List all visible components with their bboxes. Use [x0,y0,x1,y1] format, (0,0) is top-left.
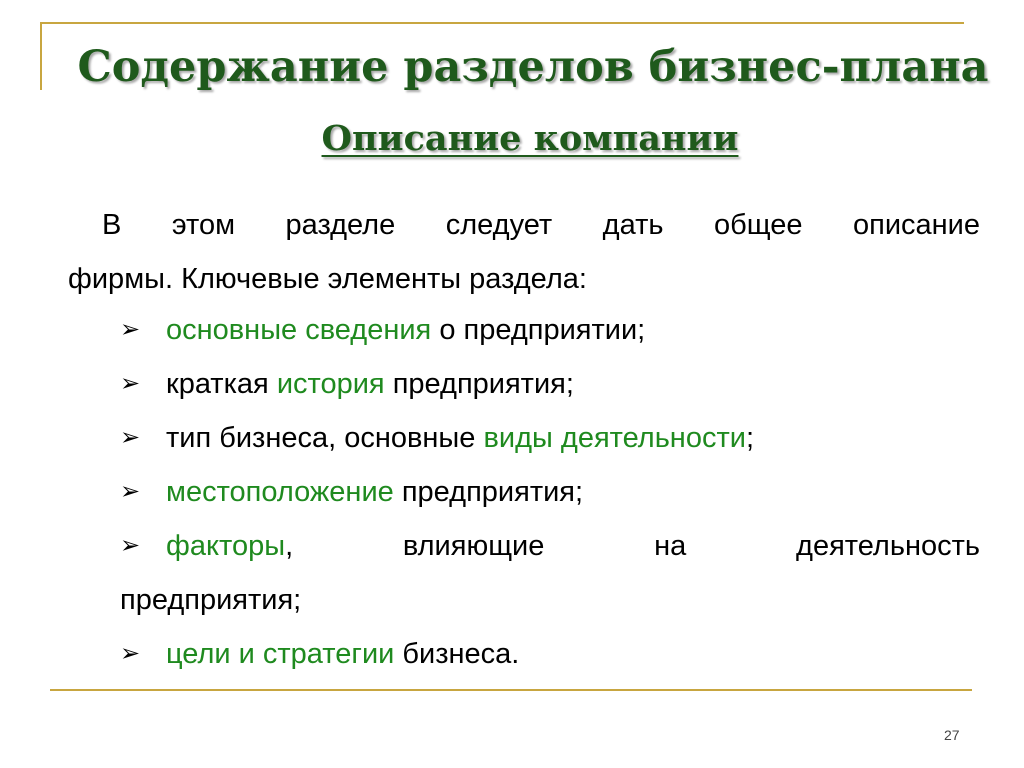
highlight-text: история [276,368,385,400]
intro-line-1: В этом разделе следует дать общее описание [102,209,980,241]
intro-line-2: фирмы. Ключевые элементы раздела: [68,263,587,295]
item-word: на [654,530,687,562]
list-item [120,465,980,519]
item-text: ; [745,422,754,454]
list-item [120,411,980,465]
highlight-text: цели и стратегии [166,638,395,670]
highlight-text: виды деятельности [483,422,746,454]
page-number: 27 [944,727,960,743]
item-text: о предприятии; [431,314,646,346]
arrow-bullet-icon: ➢ [120,532,141,559]
frame-top-line [40,22,964,24]
first-word-group [120,519,293,573]
arrow-bullet-icon: ➢ [120,640,141,667]
list-item [120,303,980,357]
item-text: предприятия; [393,476,584,508]
arrow-bullet-icon: ➢ [120,424,141,451]
justified-line [120,519,980,573]
list-item [120,357,980,411]
intro-paragraph [68,198,980,306]
arrow-bullet-icon: ➢ [120,370,141,397]
slide-title: Содержание разделов бизнес-плана [77,42,989,92]
item-text: , [285,530,294,562]
item-word: влияющие [402,530,545,562]
continuation-line: предприятия; [120,584,302,616]
arrow-bullet-icon: ➢ [120,478,141,505]
item-text: бизнеса. [394,638,520,670]
item-word: деятельность [796,530,980,562]
item-text: тип бизнеса, основные [166,422,484,454]
arrow-bullet-icon: ➢ [120,316,141,343]
list-item [120,627,980,681]
list-item [120,519,980,627]
frame-bottom-line [50,689,972,691]
item-text: предприятия; [384,368,574,400]
slide-subtitle: Описание компании [321,118,739,159]
highlight-text: факторы [166,530,286,562]
highlight-text: местоположение [166,476,394,508]
highlight-text: основные сведения [166,314,432,346]
bullet-list [120,303,980,681]
item-text: краткая [166,368,277,400]
